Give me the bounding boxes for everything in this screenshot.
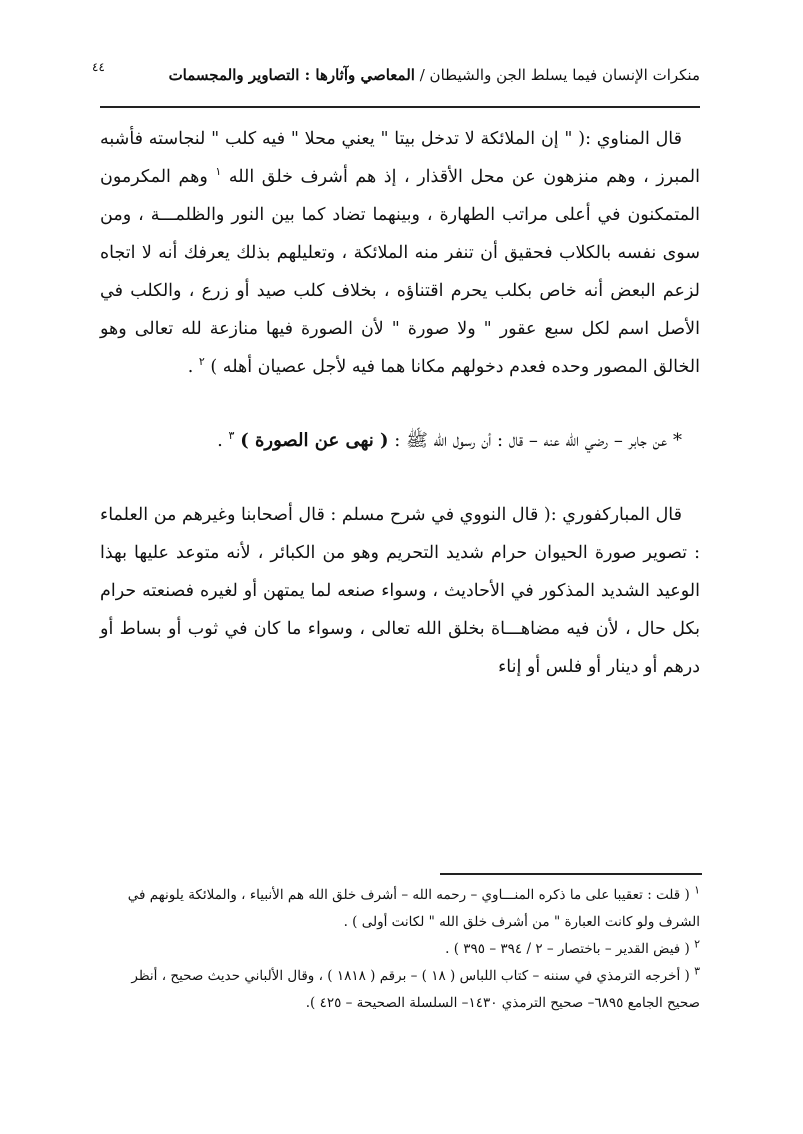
footnote-ref-2[interactable]: ٢ bbox=[198, 355, 205, 369]
paragraph-mubarakfuri: قال المباركفوري :( قال النووي في شرح مسلم : قال أصحابنا وغيرهم من العلماء : تصوير صورة الحيوان حرام شديد التحريم وهو من الكبائر ، لأنه متوعد عليها بهذا الوعيد الشديد المذكور في الأحاديث ، وسواء صنعه لما يمتهن أو لغيره فصنعته حرام بكل حال ، لأن فيه مضاهـــاة بخلق الله تعالى ، وسواء ما كان في ثوب أو بساط أو درهم أو دينار أو فلس أو إناء bbox=[100, 505, 700, 677]
paragraph-hadith bbox=[100, 422, 700, 460]
header-book-title: منكرات الإنسان فيما يسلط الجن والشيطان / bbox=[419, 66, 700, 84]
paragraph-text: قال المناوي :( " إن الملائكة لا تدخل بيتا " يعني محلا " فيه كلب " لنجاسته فأشبه المبرز ، وهم منزهون عن محل الأقذار ، إذ هم أشرف خلق الله bbox=[100, 129, 700, 187]
running-header bbox=[100, 60, 700, 90]
hadith-intro: * عن جابر – رضي الله عنه – قال : أن رسول الله ﷺ : bbox=[394, 430, 682, 451]
header-rule bbox=[100, 106, 700, 108]
body-text bbox=[100, 120, 700, 686]
footnote-3 bbox=[100, 963, 700, 1017]
header-chapter-title: المعاصي وآثارها : التصاوير والمجسمات bbox=[168, 66, 415, 84]
footnotes bbox=[100, 882, 700, 1017]
paragraph-text-cont: وهم المكرمون المتمكنون في أعلى مراتب الطهارة ، وبينهما تضاد كما بين النور والظلمـــة ، ومن سوى نفسه بالكلاب فحقيق أن تنفر منه الملائكة ، وتعليلهم بذلك يعرفك أنه لا اتجاه لزعم البعض أنه خاص بكلب يحرم اقتناؤه ، بخلاف كلب صيد أو زرع ، والكلب في الأصل اسم لكل سبع عقور " ولا صورة " لأن الصورة فيها منازعة لله تعالى وهو الخالق المصور وحده فعدم دخولهم مكانا هما فيه لأجل عصيان أهله ) bbox=[100, 167, 700, 377]
period: . bbox=[217, 430, 229, 451]
footnote-number: ٢ bbox=[694, 937, 700, 951]
page-number: ٤٤ bbox=[92, 60, 105, 74]
footnote-separator bbox=[440, 873, 702, 875]
footnote-text: ( أخرجه الترمذي في سننه – كتاب اللباس ( ١٨ ) – برقم ( ١٨١٨ ) ، وقال الألباني حديث صحيح ، أنظر صحيح الجامع ٦٨٩٥– صحيح الترمذي ١٤٣٠– السلسلة الصحيحة – ٤٢٥ ). bbox=[131, 968, 700, 1011]
footnote-ref-3[interactable]: ٣ bbox=[228, 429, 235, 442]
footnote-number: ١ bbox=[694, 883, 700, 897]
footnote-2 bbox=[100, 936, 700, 963]
footnote-text: ( فيض القدير – باختصار – ٢ / ٣٩٤ – ٣٩٥ ) . bbox=[445, 941, 690, 957]
footnote-text: ( قلت : تعقيبا على ما ذكره المنـــاوي – رحمه الله – أشرف خلق الله هم الأنبياء ، والملائكة يلونهم في الشرف ولو كانت العبارة " من أشرف خلق الله " لكانت أولى ) . bbox=[127, 887, 700, 930]
hadith-text: ( نهى عن الصورة ) bbox=[240, 430, 389, 451]
footnote-1 bbox=[100, 882, 700, 936]
period: . bbox=[187, 357, 199, 377]
footnote-ref-1[interactable]: ١ bbox=[215, 165, 222, 179]
footnote-number: ٣ bbox=[694, 964, 700, 978]
paragraph-manawi bbox=[100, 120, 700, 386]
